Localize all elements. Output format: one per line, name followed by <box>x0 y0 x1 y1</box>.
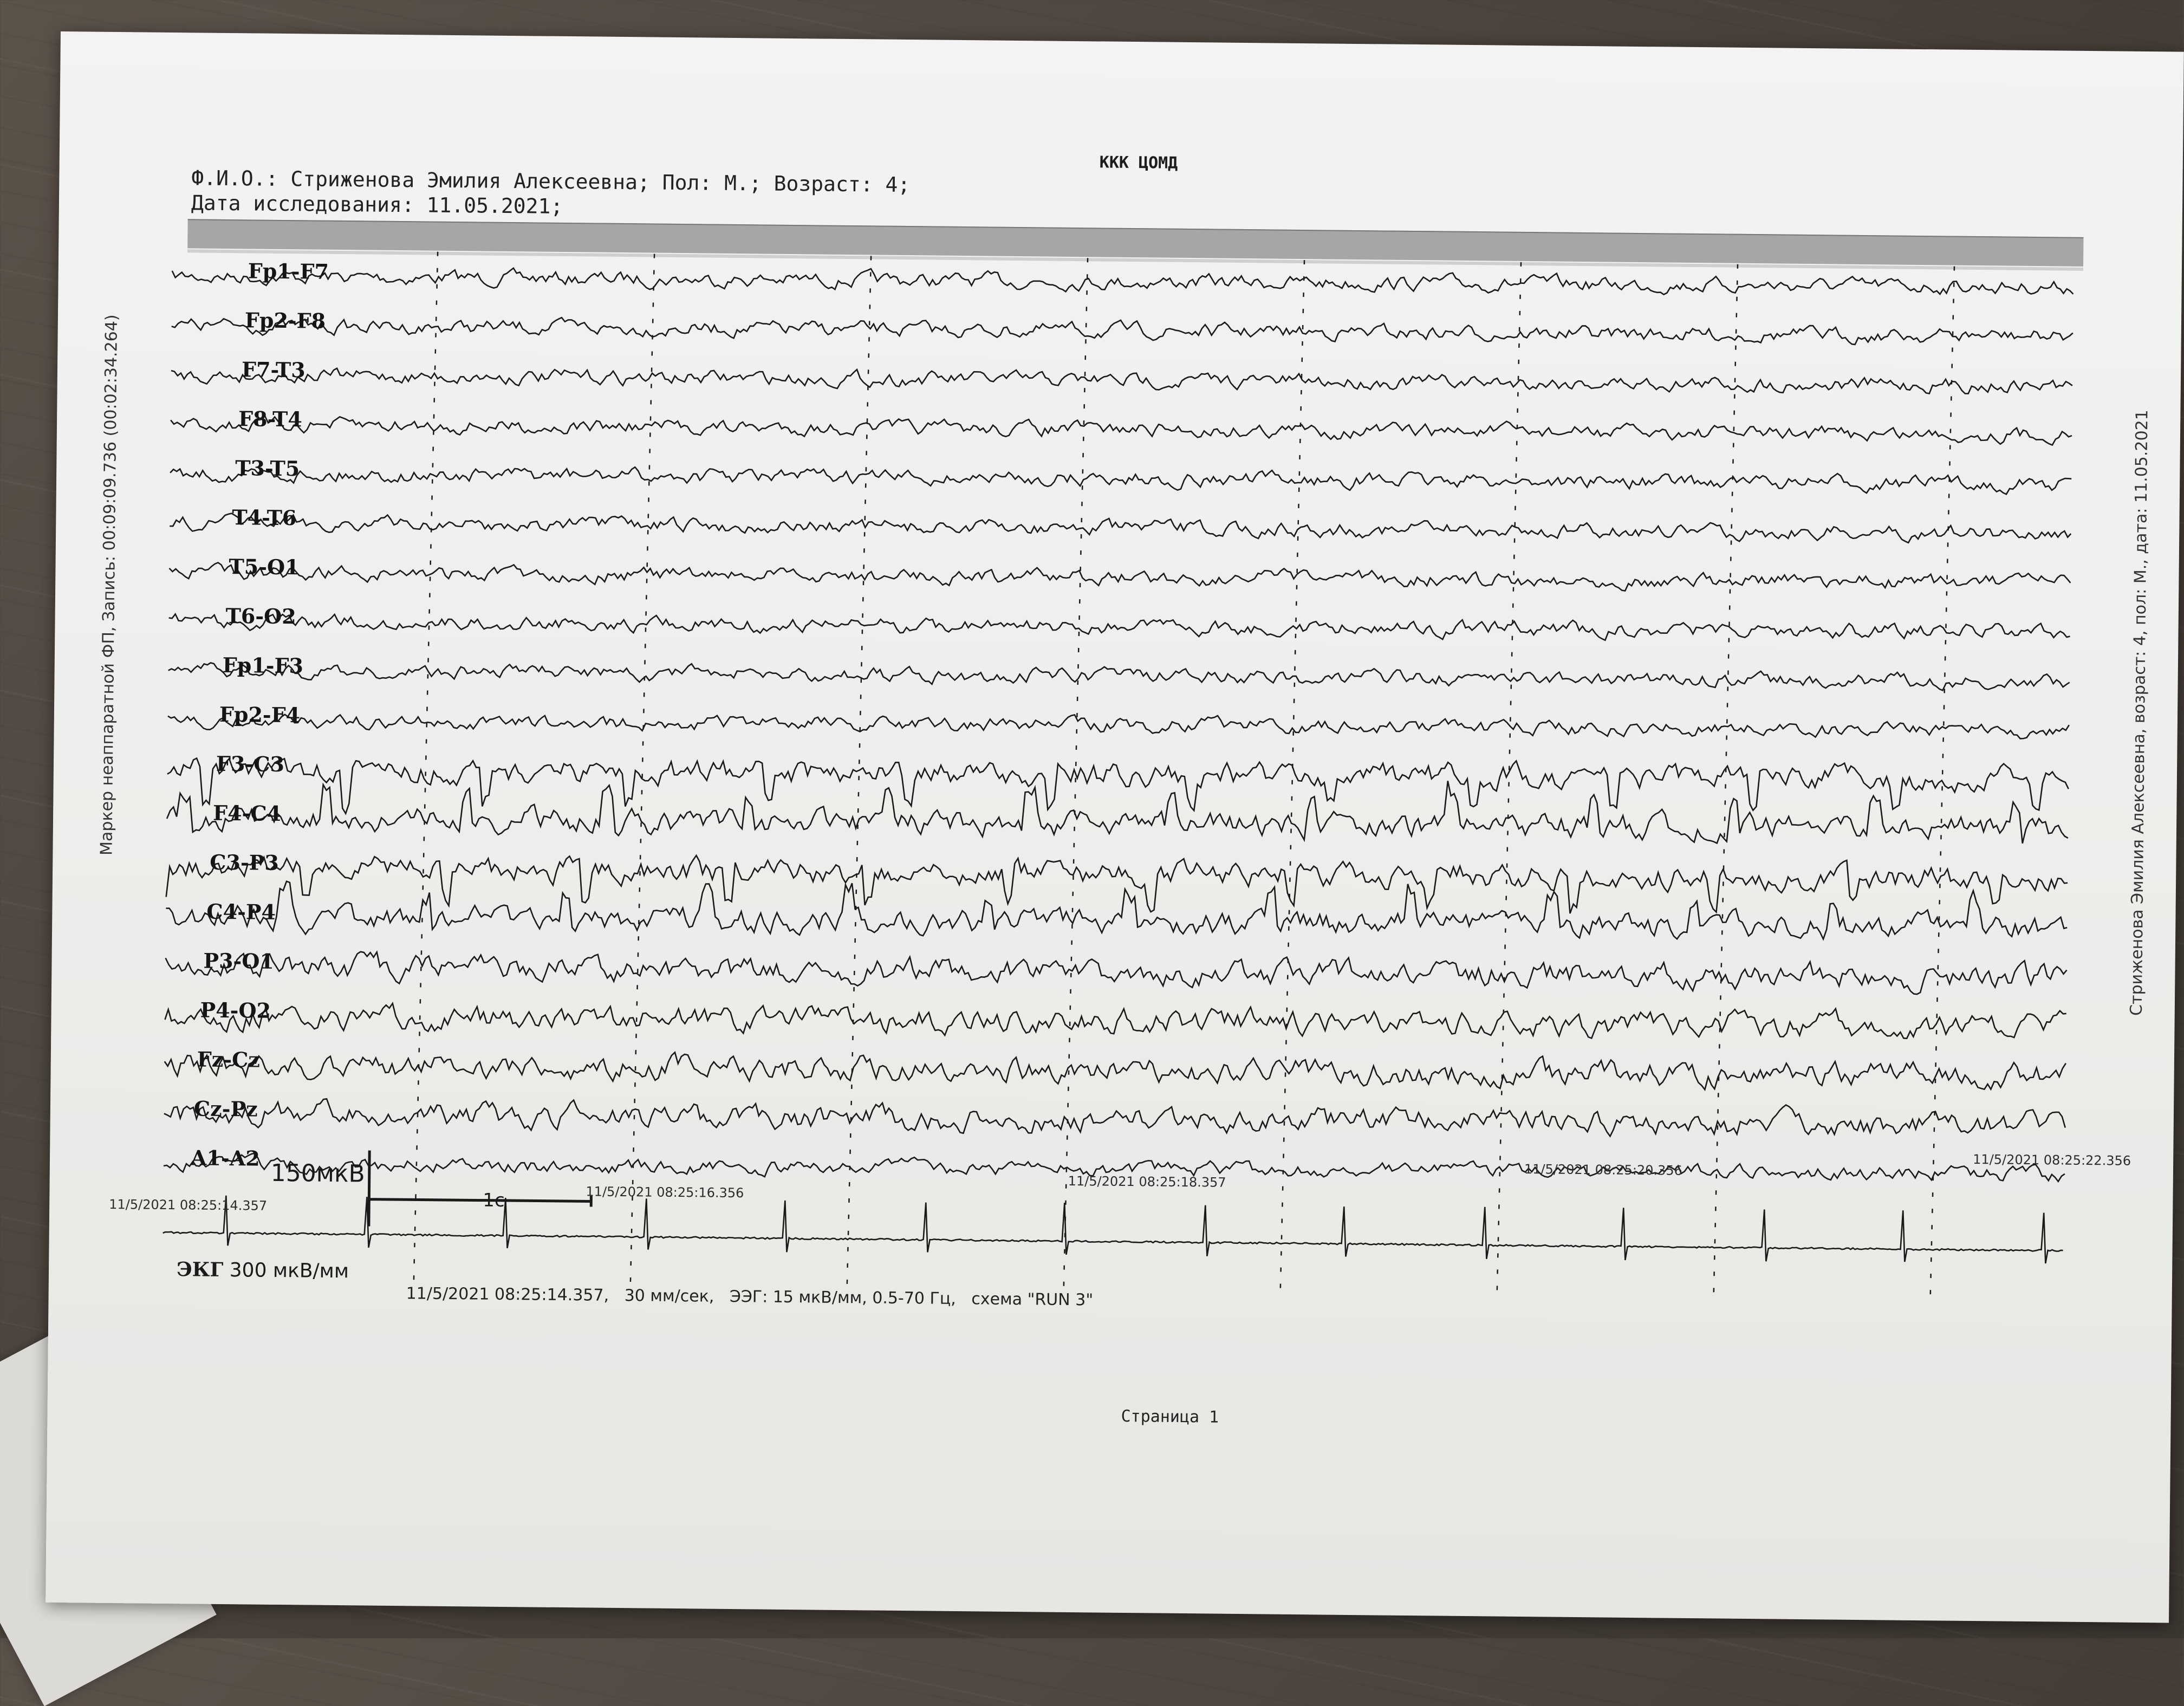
channel-label: F4-C4 <box>212 800 282 826</box>
channel-label: Fp2-F4 <box>219 702 301 728</box>
channel-label: T6-O2 <box>225 603 296 629</box>
channel-label: Fp1-F3 <box>222 652 304 678</box>
eeg-trace <box>165 943 2067 1000</box>
document-title: ККК ЦОМД <box>1099 153 1178 173</box>
channel-label: Fp2-F8 <box>244 308 326 333</box>
eeg-traces <box>47 31 2184 1461</box>
channel-label: T4-T6 <box>232 505 297 530</box>
page-number: Страница 1 <box>1121 1406 1219 1427</box>
channel-label: C3-P3 <box>210 849 279 875</box>
ekg-trace <box>162 1193 2063 1264</box>
channel-label: T5-O1 <box>229 554 300 580</box>
eeg-printout-page <box>46 31 2184 1623</box>
left-margin-note: Маркер неаппаратной ФП, Запись: 00:09:09.736 (00:02:34.264) <box>97 314 121 856</box>
time-grid-line <box>1280 260 1304 1289</box>
channel-label: P3-O1 <box>203 948 275 974</box>
time-calibration-label: 1с <box>483 1189 505 1211</box>
right-margin-note: Стриженова Эмилия Алексеевна, возраст: 4, пол: М., дата: 11.05.2021 <box>2127 410 2152 1016</box>
ekg-channel-label <box>177 1258 349 1282</box>
channel-label: F3-C3 <box>216 751 285 777</box>
recording-parameters-footer: 11/5/2021 08:25:14.357, 30 мм/сек, ЭЭГ: 15 мкВ/мм, 0.5-70 Гц, схема "RUN 3" <box>406 1284 1094 1310</box>
eeg-trace <box>168 705 2069 748</box>
eeg-trace <box>166 844 2068 921</box>
timestamp-label: 11/5/2021 08:25:18.357 <box>1068 1173 1226 1190</box>
ekg-name: ЭКГ <box>176 1258 224 1281</box>
eeg-trace <box>170 458 2071 500</box>
channel-label: F8-T4 <box>238 406 302 432</box>
timestamp-label: 11/5/2021 08:25:22.356 <box>1973 1151 2131 1169</box>
time-grid-line <box>1497 262 1521 1292</box>
channel-label: A1-A2 <box>190 1145 260 1171</box>
channel-label: C4-P4 <box>206 899 276 924</box>
time-grid-line <box>630 254 654 1283</box>
timestamp-label: 11/5/2021 08:25:16.356 <box>586 1184 744 1201</box>
eeg-trace <box>167 746 2069 830</box>
eeg-trace <box>168 656 2070 696</box>
channel-label: T3-T5 <box>235 456 300 481</box>
ekg-scale: 300 мкВ/мм <box>229 1259 349 1283</box>
amplitude-calibration-label: 150мкВ <box>270 1159 365 1188</box>
eeg-trace <box>172 260 2074 303</box>
timestamp-label: 11/5/2021 08:25:20.356 <box>1524 1162 1683 1178</box>
eeg-trace <box>164 1043 2065 1096</box>
channel-label: Fz-Cz <box>197 1047 261 1072</box>
patient-info-line: Ф.И.О.: Стриженова Эмилия Алексеевна; Пол: М.; Возраст: 4; <box>191 166 911 197</box>
eeg-trace <box>169 555 2070 599</box>
eeg-trace <box>170 508 2071 549</box>
eeg-trace <box>168 603 2070 648</box>
eeg-trace <box>171 361 2072 401</box>
eeg-trace <box>165 993 2066 1049</box>
study-date-line: Дата исследования: 11.05.2021; <box>191 191 563 218</box>
channel-label: Fp1-F7 <box>248 258 329 284</box>
timestamp-label: 11/5/2021 08:25:14.357 <box>109 1196 268 1214</box>
channel-label: P4-O2 <box>200 997 271 1023</box>
eeg-trace <box>164 1089 2065 1145</box>
calibration-bracket <box>369 1151 592 1229</box>
time-grid-line <box>414 251 438 1281</box>
eeg-trace <box>171 408 2072 450</box>
channel-label: F7-T3 <box>241 357 306 382</box>
eeg-trace <box>172 310 2073 353</box>
channel-label: Cz-Pz <box>193 1096 258 1121</box>
